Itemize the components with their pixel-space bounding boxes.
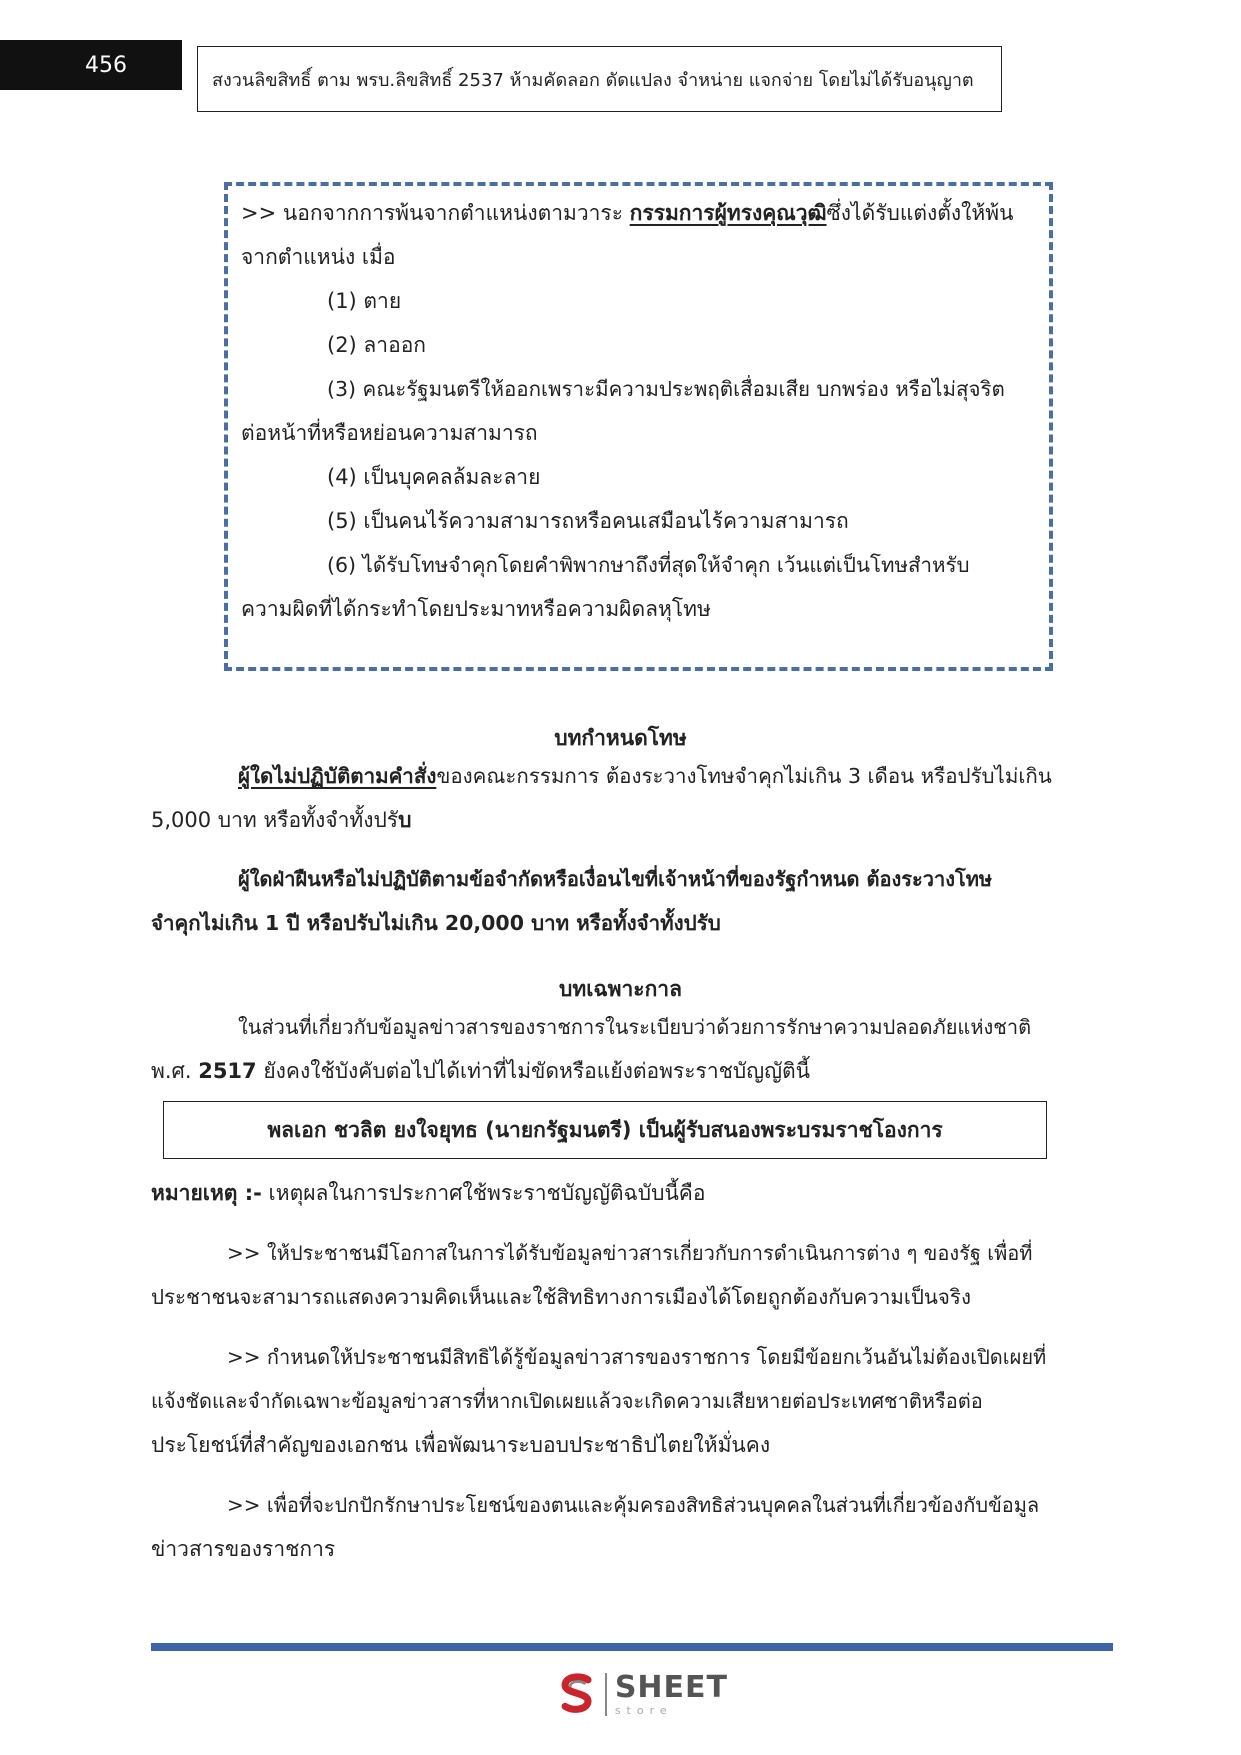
remark-3-line1: >> เพื่อที่จะปกปักรักษาประโยชน์ของตนและคุ้มครองสิทธิส่วนบุคคลในส่วนที่เกี่ยวข้องกับข้อมูล <box>227 1493 1040 1517</box>
box-item-3-line1: (3) คณะรัฐมนตรีให้ออกเพราะมีความประพฤติเสื่อมเสีย บกพร่อง หรือไม่สุจริต <box>327 377 1005 401</box>
box-item-1: (1) ตาย <box>327 289 402 313</box>
box-item-4: (4) เป็นบุคคลล้มละลาย <box>327 465 541 489</box>
penalty-p2-line2: จำคุกไม่เกิน 1 ปี หรือปรับไม่เกิน 20,000 บาท หรือทั้งจำทั้งปรับ <box>151 911 721 935</box>
copyright-header <box>197 46 1002 112</box>
penalty-p1-rest: ของคณะกรรมการ ต้องระวางโทษจำคุกไม่เกิน 3 เดือน หรือปรับไม่เกิน <box>436 764 1052 788</box>
transitional-line2-prefix: พ.ศ. <box>151 1059 199 1083</box>
box-item-6-line2: ความผิดที่ได้กระทำโดยประมาทหรือความผิดลหุโทษ <box>241 597 711 621</box>
transitional-line2 <box>151 1061 810 1082</box>
penalty-p1-emphasis: ผู้ใดไม่ปฏิบัติตามคำสั่ง <box>238 764 437 788</box>
remark-1-line1: >> ให้ประชาชนมีโอกาสในการได้รับข้อมูลข่าวสารเกี่ยวกับการดำเนินการต่าง ๆ ของรัฐ เพื่อที่ <box>227 1241 1033 1265</box>
page-number-text: 456 <box>85 52 127 78</box>
remark-2-line3: ประโยชน์ที่สำคัญของเอกชน เพื่อพัฒนาระบอบประชาธิปไตยให้มั่นคง <box>151 1433 771 1457</box>
box-intro-suffix: ซึ่งได้รับแต่งตั้งให้พ้น <box>826 201 1014 225</box>
box-intro-line1 <box>241 203 1013 224</box>
penalty-p1-line2-bold: บ <box>398 808 412 832</box>
page-number <box>0 40 182 90</box>
transitional-line2-rest: ยังคงใช้บังคับต่อไปได้เท่าที่ไม่ขัดหรือแย้งต่อพระราชบัญญัตินี้ <box>256 1059 810 1083</box>
sheet-store-s-icon <box>558 1670 597 1718</box>
remarks-label: หมายเหตุ :- <box>151 1181 262 1205</box>
copyright-text: สงวนลิขสิทธิ์ ตาม พรบ.ลิขสิทธิ์ 2537 ห้ามคัดลอก ดัดแปลง จำหน่าย แจกจ่าย โดยไม่ได้รับอนุญาต <box>212 69 974 91</box>
footer-rule <box>151 1643 1113 1651</box>
logo-word: SHEET <box>614 1669 728 1705</box>
box-item-2: (2) ลาออก <box>327 333 427 357</box>
penalty-p2-line1: ผู้ใดฝ่าฝืนหรือไม่ปฏิบัติตามข้อจำกัดหรือเงื่อนไขที่เจ้าหน้าที่ของรัฐกำหนด ต้องระวางโทษ <box>238 867 993 891</box>
remarks-intro: เหตุผลในการประกาศใช้พระราชบัญญัติฉบับนี้คือ <box>261 1181 706 1205</box>
box-intro-emphasis: กรรมการผู้ทรงคุณวุฒิ <box>629 201 827 225</box>
countersignature-text: พลเอก ชวลิต ยงใจยุทธ (นายกรัฐมนตรี) เป็นผู้รับสนองพระบรมราชโองการ <box>267 1117 943 1142</box>
transitional-line2-year: 2517 <box>198 1059 257 1083</box>
sheet-store-logo <box>558 1668 728 1720</box>
penalty-p1-line1 <box>238 766 1052 787</box>
penalty-title: บทกำหนดโทษ <box>554 726 687 750</box>
box-item-3-line2: ต่อหน้าที่หรือหย่อนความสามารถ <box>241 421 538 445</box>
logo-sub: store <box>614 1703 673 1717</box>
remark-3-line2: ข่าวสารของราชการ <box>151 1537 336 1561</box>
transitional-title: บทเฉพาะกาล <box>559 977 682 1001</box>
remark-2-line2: แจ้งชัดและจำกัดเฉพาะข้อมูลข่าวสารที่หากเปิดเผยแล้วจะเกิดความเสียหายต่อประเทศชาติหรือต่อ <box>151 1389 983 1413</box>
remarks-heading <box>151 1183 705 1204</box>
remark-1-line2: ประชาชนจะสามารถแสดงความคิดเห็นและใช้สิทธิทางการเมืองได้โดยถูกต้องกับความเป็นจริง <box>151 1285 971 1309</box>
transitional-line1: ในส่วนที่เกี่ยวกับข้อมูลข่าวสารของราชการในระเบียบว่าด้วยการรักษาความปลอดภัยแห่งชาติ <box>238 1015 1032 1039</box>
box-item-5: (5) เป็นคนไร้ความสามารถหรือคนเสมือนไร้ความสามารถ <box>327 509 849 533</box>
penalty-p1-line2 <box>151 810 411 831</box>
box-intro-line2: จากตำแหน่ง เมื่อ <box>241 245 396 269</box>
box-item-6-line1: (6) ได้รับโทษจำคุกโดยคำพิพากษาถึงที่สุดให้จำคุก เว้นแต่เป็นโทษสำหรับ <box>327 553 970 577</box>
penalty-p1-line2-text: 5,000 บาท หรือทั้งจำทั้งปรั <box>151 808 399 832</box>
remark-2-line1: >> กำหนดให้ประชาชนมีสิทธิได้รู้ข้อมูลข่าวสารของราชการ โดยมีข้อยกเว้นอันไม่ต้องเปิดเผยที่ <box>227 1345 1047 1369</box>
countersignature-box <box>163 1101 1047 1159</box>
box-intro-prefix: >> นอกจากการพ้นจากตำแหน่งตามวาระ <box>241 201 630 225</box>
